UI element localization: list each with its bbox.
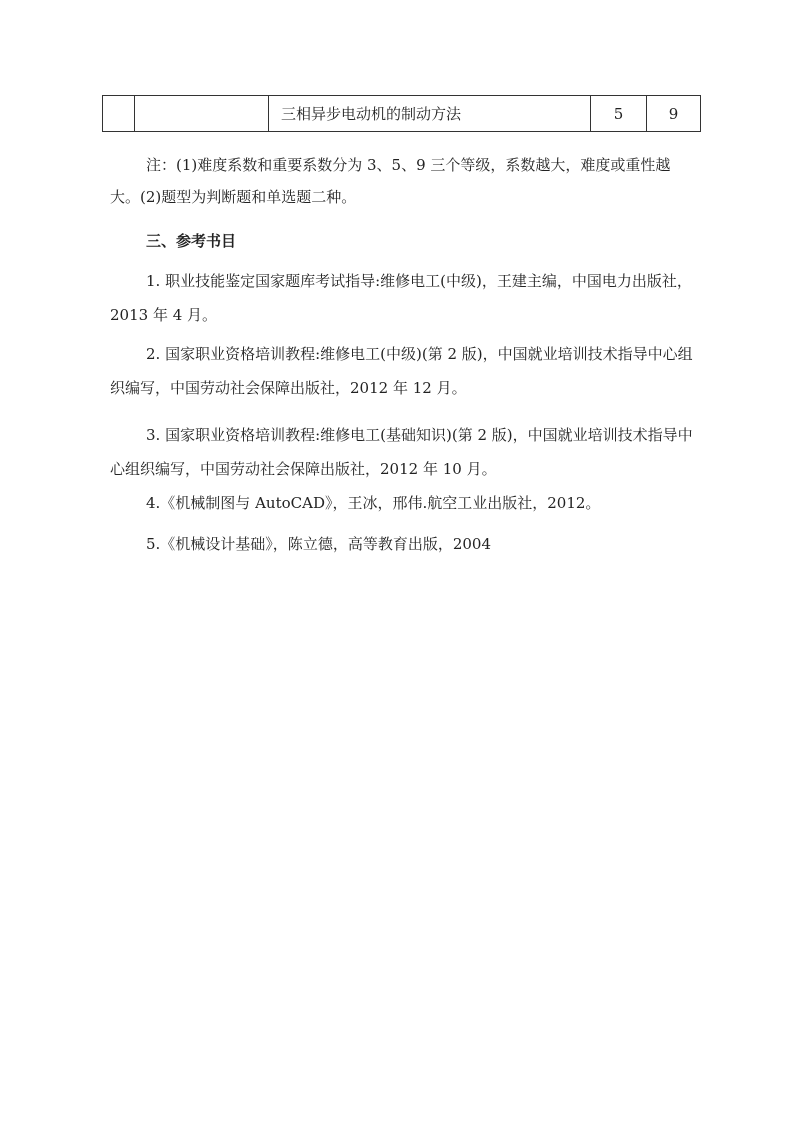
table-cell-difficulty: 5 <box>591 96 647 132</box>
reference-item-1: 1. 职业技能鉴定国家题库考试指导:维修电工(中级)，王建主编，中国电力出版社，2013 年 4 月。 <box>110 272 692 324</box>
reference-item-3: 3. 国家职业资格培训教程:维修电工(基础知识)(第 2 版)，中国就业培训技术指导中心组织编写，中国劳动社会保障出版社，2012 年 10 月。 <box>110 426 693 478</box>
reference-item-5: 5.《机械设计基础》，陈立德，高等教育出版，2004 <box>146 535 491 553</box>
table-cell-topic: 三相异步电动机的制动方法 <box>269 96 591 132</box>
table-row <box>103 96 701 132</box>
references-heading: 三、参考书目 <box>146 232 237 250</box>
table-cell-importance: 9 <box>647 96 701 132</box>
table-cell-empty-1 <box>103 96 135 132</box>
table-cell-empty-2 <box>135 96 269 132</box>
reference-item-2: 2. 国家职业资格培训教程:维修电工(中级)(第 2 版)，中国就业培训技术指导中心组织编写，中国劳动社会保障出版社，2012 年 12 月。 <box>110 345 693 397</box>
syllabus-table <box>102 95 701 132</box>
reference-item-4: 4.《机械制图与 AutoCAD》，王冰，邢伟.航空工业出版社，2012。 <box>146 494 601 512</box>
note-paragraph: 注：(1)难度系数和重要系数分为 3、5、9 三个等级，系数越大，难度或重性越大。(2)题型为判断题和单选题二种。 <box>110 156 671 206</box>
